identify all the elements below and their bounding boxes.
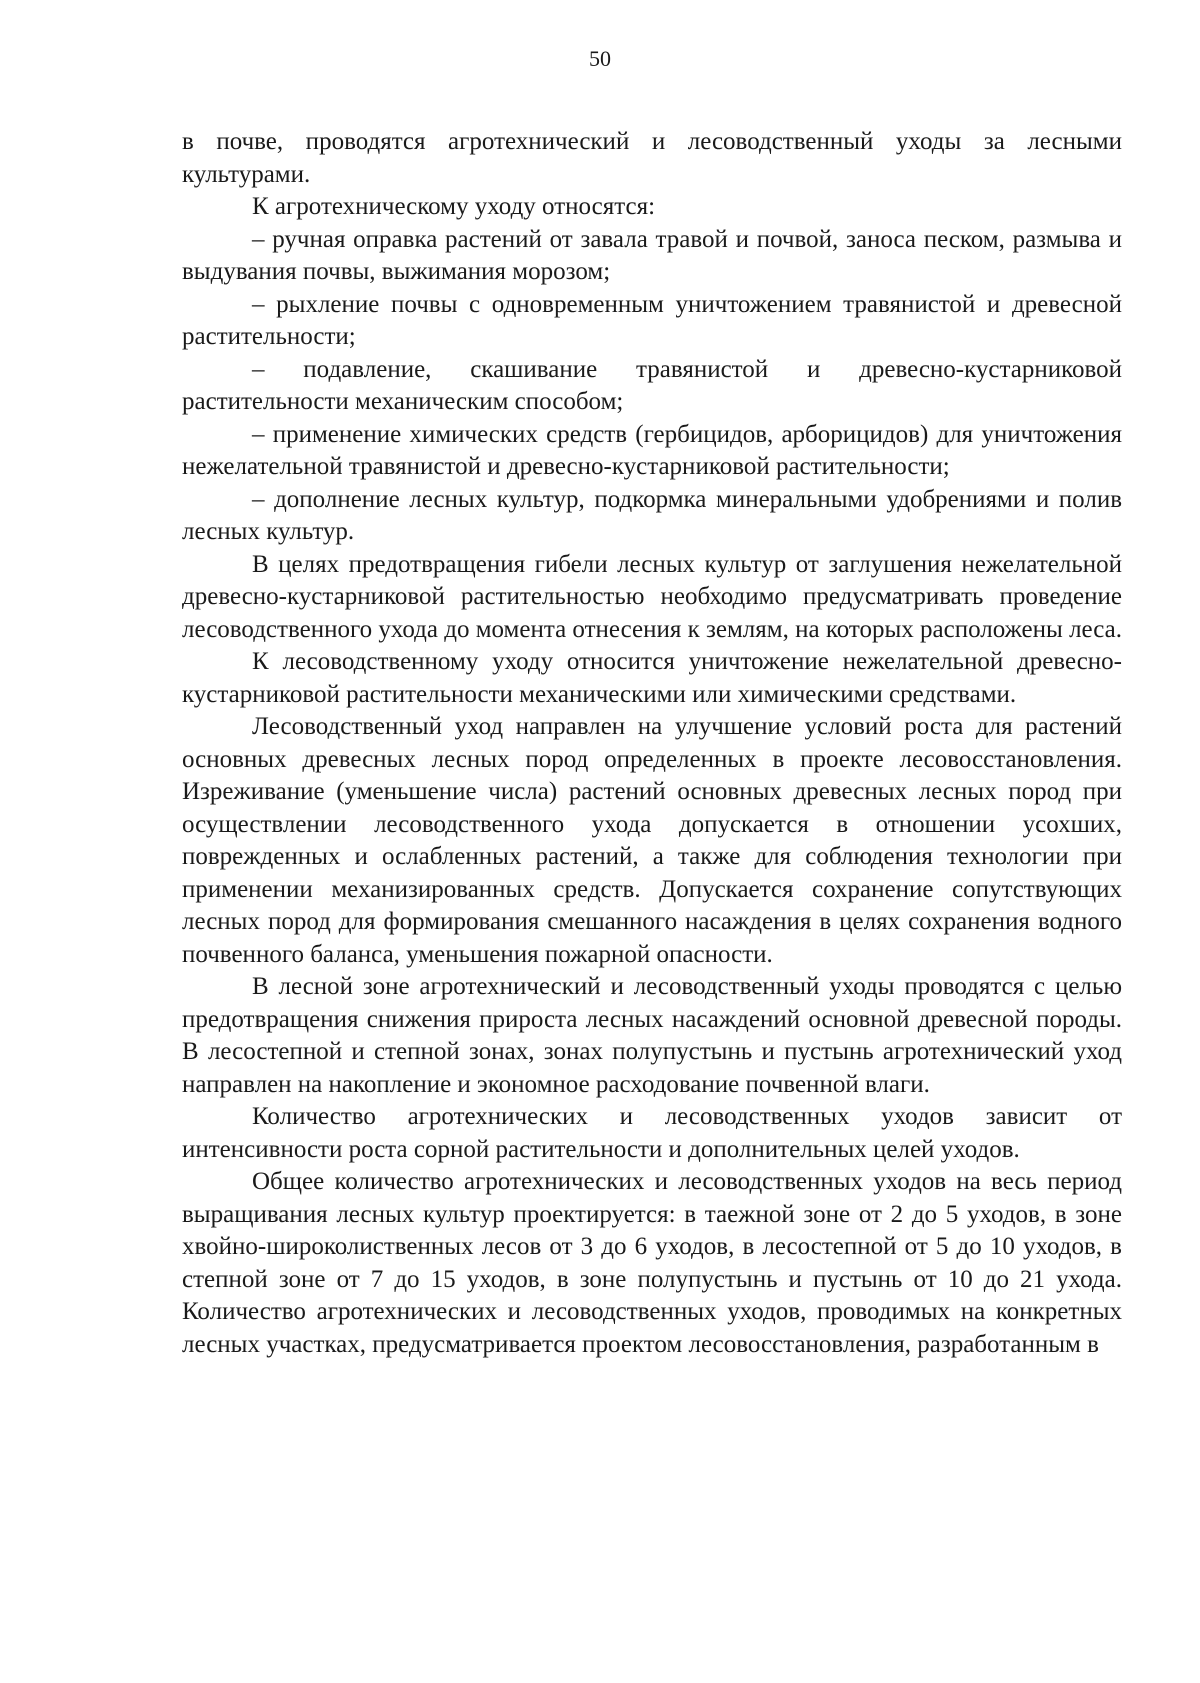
paragraph: В целях предотвращения гибели лесных культур от заглушения нежелательной древесно-кустарниковой растительностью необходимо предусматривать проведение лесоводственного ухода до момента отнесения к землям, на которых расположены леса. (182, 550, 1123, 643)
paragraph: в почве, проводятся агротехнический и лесоводственный уходы за лесными культурами. (182, 128, 1122, 188)
paragraph: – ручная оправка растений от завала травой и почвой, заноса песком, размыва и выдувания почвы, выжимания морозом; (182, 225, 1122, 285)
document-body (182, 126, 1122, 1361)
paragraph: Общее количество агротехнических и лесоводственных уходов на весь период выращивания лесных культур проектируется: в таежной зоне от 2 до 5 уходов, в зоне хвойно-широколиственных лесов от 3 до 6 уходов, в лесостепной от 5 до 10 уходов, в степной зоне от 7 до 15 уходов, в зоне полупустынь и пустынь от 10 до 21 ухода. Количество агротехнических и лесоводственных уходов, проводимых на конкретных лесных участках, предусматривается проектом лесовосстановления, разработанным в (182, 1168, 1122, 1358)
paragraph: Лесоводственный уход направлен на улучшение условий роста для растений основных древесных лесных пород определенных в проекте лесовосстановления. Изреживание (уменьшение числа) растений основных древесных лесных пород при осуществлении лесоводственного ухода допускается в отношении усохших, поврежденных и ослабленных растений, а также для соблюдения технологии при применении механизированных средств. Допускается сохранение сопутствующих лесных пород для формирования смешанного насаждения в целях сохранения водного почвенного баланса, уменьшения пожарной опасности. (182, 713, 1122, 968)
page-number: 50 (589, 46, 611, 71)
paragraph: К агротехническому уходу относятся: (252, 193, 656, 220)
paragraph: – применение химических средств (гербицидов, арборицидов) для уничтожения нежелательной травянистой и древесно-кустарниковой растительности; (182, 420, 1122, 480)
paragraph: – дополнение лесных культур, подкормка минеральными удобрениями и полив лесных культур. (182, 485, 1122, 545)
paragraph: В лесной зоне агротехнический и лесоводственный уходы проводятся с целью предотвращения снижения прироста лесных насаждений основной древесной породы. В лесостепной и степной зонах, зонах полупустынь и пустынь агротехнический уход направлен на накопление и экономное расходование почвенной влаги. (182, 973, 1122, 1098)
paragraph: – подавление, скашивание травянистой и древесно-кустарниковой растительности механическим способом; (182, 355, 1122, 415)
paragraph: К лесоводственному уходу относится уничтожение нежелательной древесно-кустарниковой растительности механическими или химическими средствами. (182, 648, 1122, 708)
paragraph: Количество агротехнических и лесоводственных уходов зависит от интенсивности роста сорной растительности и дополнительных целей уходов. (182, 1103, 1122, 1163)
paragraph: – рыхление почвы с одновременным уничтожением травянистой и древесной растительности; (182, 290, 1122, 350)
